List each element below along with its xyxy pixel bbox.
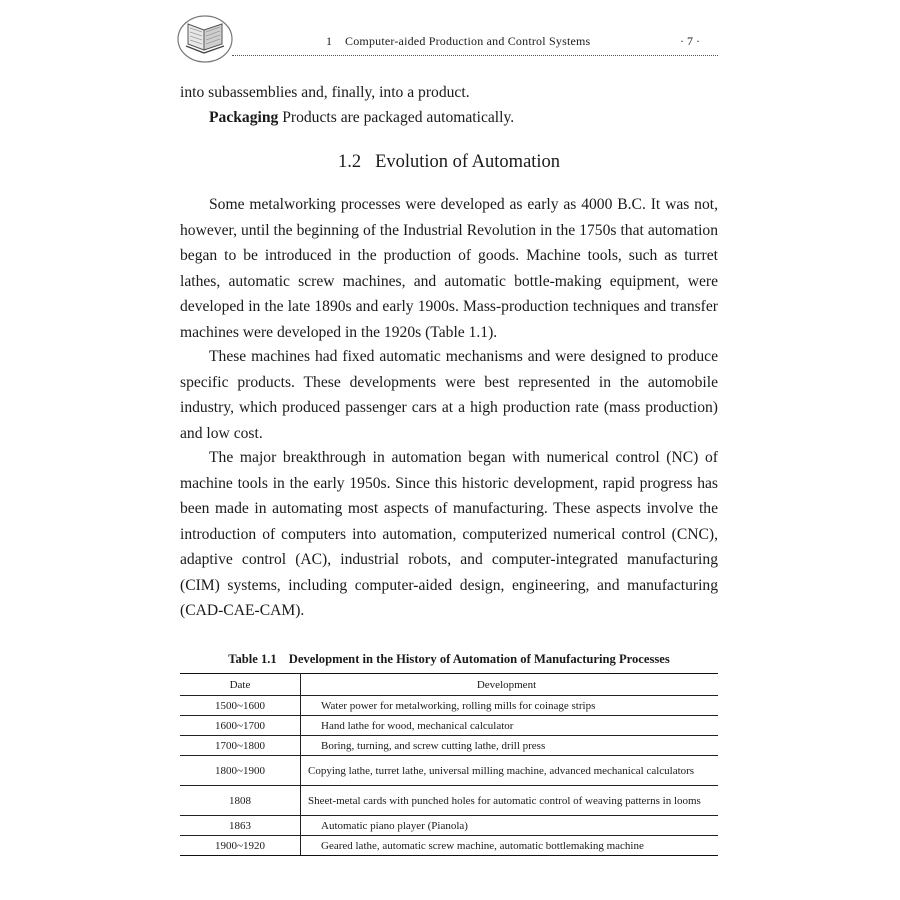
section-title: Evolution of Automation bbox=[375, 152, 561, 172]
paragraph-3: The major breakthrough in automation began with numerical control (NC) of machine tools in the early 1950s. Since this historic development, rapid progress has been made in automating most aspects of manufacturing. These aspects involve the introduction of computers into automation, computerized numerical control (CNC), adaptive control (AC), industrial robots, and computer-integrated manufacturing (CIM) systems, including computer-aided design, engineering, and manufacturing (CAD-CAE-CAM). bbox=[180, 449, 718, 619]
header-divider bbox=[232, 55, 718, 56]
packaging-term: Packaging bbox=[209, 109, 279, 126]
packaging-text: Products are packaged automatically. bbox=[278, 109, 515, 126]
table-row bbox=[180, 756, 718, 786]
running-header-title: 1 Computer-aided Production and Control Systems bbox=[326, 34, 591, 48]
table-header-row bbox=[180, 674, 718, 696]
paragraph-2: These machines had fixed automatic mechanisms and were designed to produce specific products. These developments were best represented in the automobile industry, which produced passenger cars at a high production rate (mass production) and low cost. bbox=[180, 348, 718, 442]
table-number: Table 1.1 bbox=[228, 652, 277, 666]
continued-paragraph: into subassemblies and, finally, into a product. bbox=[180, 84, 470, 101]
open-book-icon bbox=[176, 14, 234, 64]
row-development: Boring, turning, and screw cutting lathe, drill press bbox=[301, 736, 719, 756]
automation-history-table bbox=[180, 673, 718, 856]
row-development: Sheet-metal cards with punched holes for automatic control of weaving patterns in looms bbox=[301, 786, 719, 816]
table-row bbox=[180, 816, 718, 836]
section-heading bbox=[180, 152, 718, 173]
table-row bbox=[180, 736, 718, 756]
table-row bbox=[180, 836, 718, 856]
table-title: Development in the History of Automation of Manufacturing Processes bbox=[288, 652, 670, 666]
row-date: 1500~1600 bbox=[180, 696, 301, 716]
row-development: Hand lathe for wood, mechanical calculator bbox=[301, 716, 719, 736]
table-caption bbox=[180, 652, 718, 667]
row-date: 1808 bbox=[180, 786, 301, 816]
page-number: · 7 · bbox=[680, 34, 700, 48]
packaging-paragraph bbox=[180, 105, 718, 131]
row-development: Water power for metalworking, rolling mills for coinage strips bbox=[301, 696, 719, 716]
paragraph-1: Some metalworking processes were developed as early as 4000 B.C. It was not, however, until the beginning of the Industrial Revolution in the 1750s that automation began to be introduced in the production of goods. Machine tools, such as turret lathes, automatic screw machines, and automatic bottle-making equipment, were developed in the late 1890s and early 1900s. Mass-production techniques and transfer machines were developed in the 1920s (Table 1.1). bbox=[180, 196, 718, 341]
table-row bbox=[180, 696, 718, 716]
section-number: 1.2 bbox=[337, 152, 362, 172]
row-development: Automatic piano player (Pianola) bbox=[301, 816, 719, 836]
table-row bbox=[180, 786, 718, 816]
row-date: 1800~1900 bbox=[180, 756, 301, 786]
row-date: 1700~1800 bbox=[180, 736, 301, 756]
column-header-date: Date bbox=[180, 674, 301, 696]
table-row bbox=[180, 716, 718, 736]
row-development: Copying lathe, turret lathe, universal milling machine, advanced mechanical calculators bbox=[301, 756, 719, 786]
row-development: Geared lathe, automatic screw machine, automatic bottlemaking machine bbox=[301, 836, 719, 856]
row-date: 1600~1700 bbox=[180, 716, 301, 736]
row-date: 1863 bbox=[180, 816, 301, 836]
column-header-development: Development bbox=[301, 674, 719, 696]
row-date: 1900~1920 bbox=[180, 836, 301, 856]
